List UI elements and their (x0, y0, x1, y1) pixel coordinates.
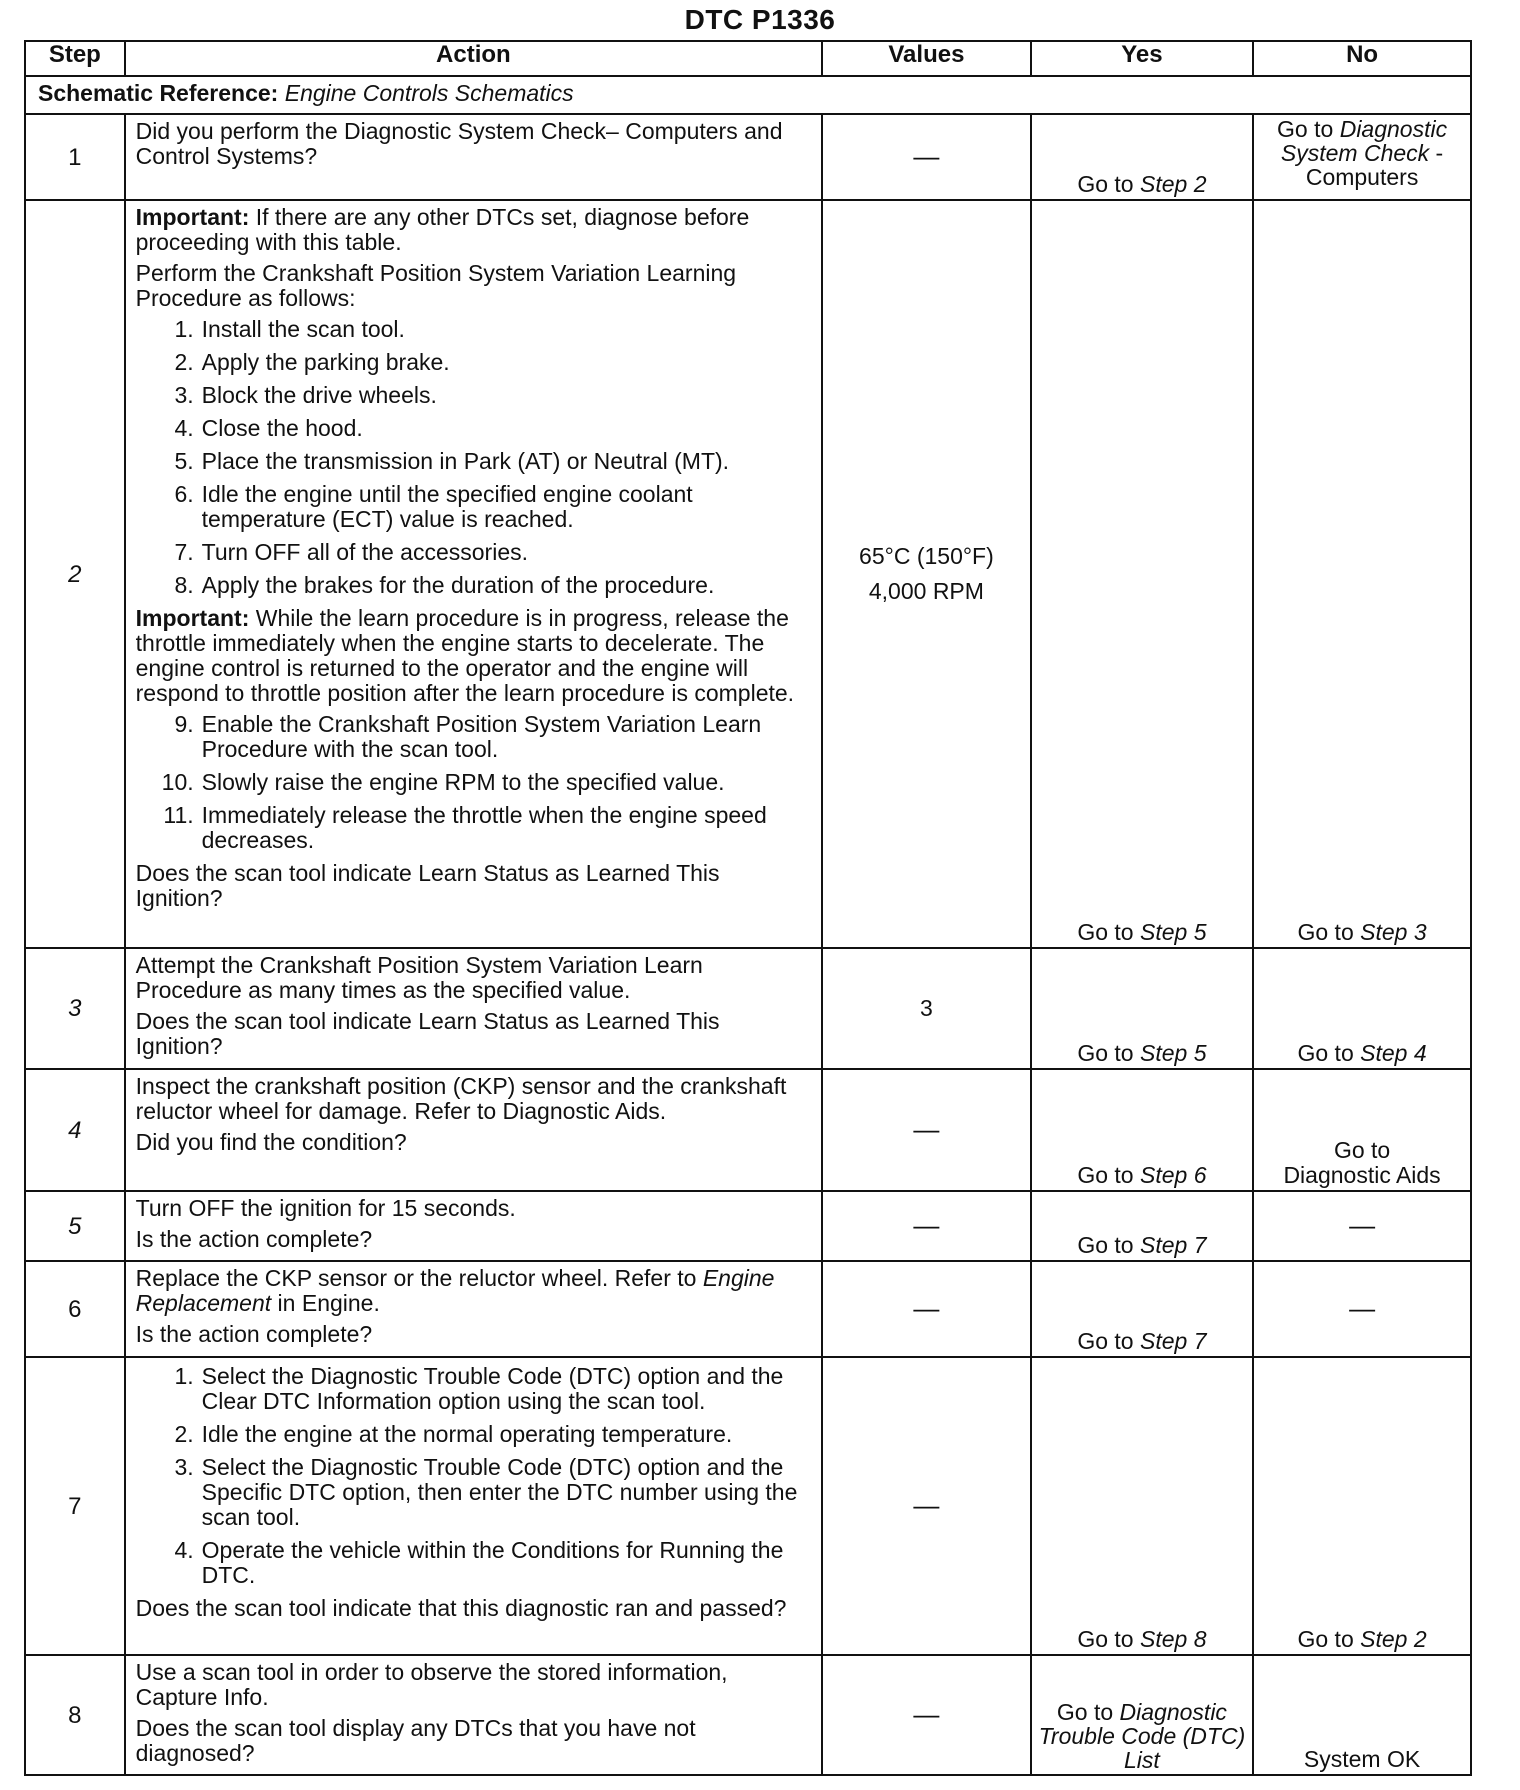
schematic-link[interactable]: Engine Controls Schematics (284, 80, 574, 106)
header-yes: Yes (1031, 41, 1253, 76)
no-prefix: Go to (1277, 116, 1340, 142)
list-item-number: 2. (174, 349, 194, 375)
list-item-number: 4. (174, 1537, 194, 1563)
list-item (136, 540, 812, 565)
yes-prefix: Go to (1077, 1040, 1140, 1066)
list-item-number: 2. (174, 1421, 194, 1447)
list-item-text: Install the scan tool. (201, 316, 405, 342)
action-cell (125, 948, 823, 1069)
header-no: No (1253, 41, 1471, 76)
important-note (136, 606, 812, 706)
no-cell (1253, 948, 1471, 1069)
values-cell (822, 1357, 1031, 1655)
values-cell (822, 200, 1031, 948)
yes-cell (1031, 1655, 1253, 1775)
list-item (136, 317, 812, 342)
list-item-text: Select the Diagnostic Trouble Code (DTC) option and the Clear DTC Information option using the scan tool. (201, 1363, 784, 1414)
schematic-label: Schematic Reference: (38, 80, 279, 106)
values-cell (822, 1261, 1031, 1357)
no-link[interactable]: Diagnostic System Check (1280, 116, 1448, 166)
action-cell (125, 1357, 823, 1655)
table-row (25, 200, 1471, 948)
list-item (136, 449, 812, 474)
yes-prefix: Go to (1077, 1328, 1140, 1354)
list-item-text: Slowly raise the engine RPM to the specified value. (201, 769, 725, 795)
page-title: DTC P1336 (684, 4, 836, 35)
list-item-number: 3. (174, 382, 194, 408)
question-text: Does the scan tool indicate Learn Status as Learned This Ignition? (135, 860, 720, 911)
list-item-number: 9. (174, 711, 194, 737)
action-link[interactable]: Engine Replacement (135, 1265, 775, 1316)
yes-prefix: Go to (1056, 1699, 1120, 1725)
action-cell (125, 1655, 823, 1775)
list-item-text: Enable the Crankshaft Position System Variation Learn Procedure with the scan tool. (201, 711, 762, 762)
yes-cell (1031, 1357, 1253, 1655)
action-cell (125, 200, 823, 948)
list-item-text: Idle the engine at the normal operating temperature. (201, 1421, 733, 1447)
yes-link[interactable]: Step 7 (1139, 1232, 1207, 1258)
step-number: 8 (25, 1655, 125, 1775)
list-item-text: Immediately release the throttle when the engine speed decreases. (201, 802, 767, 853)
list-item (136, 1538, 812, 1588)
list-item (136, 1455, 812, 1530)
list-item-number: 10. (161, 769, 194, 795)
action-text-pre: Replace the CKP sensor or the reluctor wheel. Refer to (135, 1265, 703, 1291)
action-text: Did you perform the Diagnostic System Check– Computers and Control Systems? (135, 118, 783, 169)
list-item (136, 573, 812, 598)
list-item (136, 482, 812, 532)
list-item-number: 3. (174, 1454, 194, 1480)
list-item-text: Place the transmission in Park (AT) or Neutral (MT). (201, 448, 730, 474)
list-item (136, 803, 812, 853)
no-cell (1253, 200, 1471, 948)
no-cell (1253, 1655, 1471, 1775)
list-item-number: 4. (174, 415, 194, 441)
procedure-list (136, 1364, 812, 1588)
value-dash: — (913, 1114, 940, 1144)
yes-cell (1031, 1191, 1253, 1261)
list-item-text: Turn OFF all of the accessories. (201, 539, 529, 565)
step-number: 2 (25, 200, 125, 948)
no-prefix: Go to (1297, 1626, 1361, 1652)
procedure-list (136, 317, 812, 598)
procedure-list (136, 712, 812, 853)
question-text: Does the scan tool indicate Learn Status as Learned This Ignition? (135, 1008, 720, 1059)
action-cell (125, 1069, 823, 1191)
list-item-number: 1. (174, 1363, 194, 1389)
step-number: 3 (25, 948, 125, 1069)
header-action: Action (125, 41, 823, 76)
no-link[interactable]: Diagnostic Aids (1283, 1162, 1441, 1188)
important-label: Important: (135, 605, 250, 631)
yes-cell (1031, 1069, 1253, 1191)
list-item-number: 8. (174, 572, 194, 598)
table-row (25, 1357, 1471, 1655)
yes-cell (1031, 200, 1253, 948)
step-number: 5 (25, 1191, 125, 1261)
yes-prefix: Go to (1077, 1232, 1140, 1258)
yes-prefix: Go to (1077, 1162, 1140, 1188)
value-rpm: 4,000 RPM (868, 578, 984, 604)
header-values: Values (822, 41, 1031, 76)
yes-prefix: Go to (1077, 1626, 1140, 1652)
value-dash: — (913, 1210, 940, 1240)
table-row (25, 1261, 1471, 1357)
schematic-row (25, 76, 1471, 114)
action-text: Turn OFF the ignition for 15 seconds. (135, 1195, 516, 1221)
table-row (25, 1655, 1471, 1775)
yes-link[interactable]: Step 5 (1139, 919, 1207, 945)
table-row (25, 948, 1471, 1069)
action-text: Use a scan tool in order to observe the stored information, Capture Info. (135, 1659, 728, 1710)
list-item (136, 770, 812, 795)
values-cell (822, 948, 1031, 1069)
list-item-text: Idle the engine until the specified engine coolant temperature (ECT) value is reached. (201, 481, 693, 532)
list-item-text: Select the Diagnostic Trouble Code (DTC) option and the Specific DTC option, then enter the DTC number using the scan tool. (201, 1454, 798, 1530)
no-prefix: Go to (1297, 919, 1361, 945)
list-item-text: Operate the vehicle within the Conditions for Running the DTC. (201, 1537, 784, 1588)
no-suffix: - Computers (1305, 140, 1444, 190)
list-item (136, 383, 812, 408)
step-number: 4 (25, 1069, 125, 1191)
no-link[interactable]: Step 3 (1360, 919, 1427, 945)
question-text: Is the action complete? (135, 1226, 373, 1252)
step-number: 1 (25, 114, 125, 200)
list-item-number: 7. (174, 539, 194, 565)
value-temperature: 65°C (150°F) (859, 543, 994, 569)
yes-cell (1031, 948, 1253, 1069)
yes-link[interactable]: Step 8 (1139, 1626, 1207, 1652)
list-item (136, 1364, 812, 1414)
no-prefix: Go to (1297, 1040, 1361, 1066)
yes-link[interactable]: Diagnostic Trouble Code (DTC) List (1038, 1699, 1246, 1773)
values-cell (822, 1655, 1031, 1775)
action-cell (125, 1261, 823, 1357)
list-item-text: Apply the parking brake. (201, 349, 450, 375)
list-item (136, 712, 812, 762)
question-text: Did you find the condition? (135, 1129, 407, 1155)
no-dash: — (1349, 1293, 1376, 1323)
list-item (136, 1422, 812, 1447)
list-item-text: Block the drive wheels. (201, 382, 437, 408)
question-text: Does the scan tool display any DTCs that you have not diagnosed? (135, 1715, 696, 1766)
value-dash: — (913, 141, 940, 171)
action-text (136, 1266, 812, 1316)
value-dash: — (913, 1699, 940, 1729)
no-cell (1253, 114, 1471, 200)
values-cell (822, 1191, 1031, 1261)
no-cell (1253, 1191, 1471, 1261)
no-cell (1253, 1261, 1471, 1357)
yes-link[interactable]: Step 5 (1139, 1040, 1207, 1066)
yes-cell (1031, 1261, 1253, 1357)
no-link[interactable]: Step 2 (1360, 1626, 1427, 1652)
list-item (136, 350, 812, 375)
list-item-number: 6. (174, 481, 194, 507)
yes-prefix: Go to (1077, 171, 1140, 197)
no-dash: — (1349, 1210, 1376, 1240)
value-dash: — (913, 1490, 940, 1520)
values-cell (822, 114, 1031, 200)
value-text: 3 (920, 995, 933, 1021)
no-link[interactable]: Step 4 (1360, 1040, 1427, 1066)
procedure-intro: Perform the Crankshaft Position System Variation Learning Procedure as follows: (135, 260, 737, 311)
question-text: Is the action complete? (135, 1321, 373, 1347)
list-item-number: 5. (174, 448, 194, 474)
list-item-number: 11. (163, 802, 194, 828)
important-text: If there are any other DTCs set, diagnose before proceeding with this table. (135, 204, 750, 255)
step-number: 7 (25, 1357, 125, 1655)
important-text: While the learn procedure is in progress, release the throttle immediately when the engine starts to decelerate. The engine control is returned to the operator and the engine will respond to throttle position after the learn procedure is complete. (135, 605, 795, 706)
list-item-text: Close the hood. (201, 415, 363, 441)
list-item (136, 416, 812, 441)
action-text: Attempt the Crankshaft Position System Variation Learn Procedure as many times as the specified value. (135, 952, 703, 1003)
list-item-text: Apply the brakes for the duration of the procedure. (201, 572, 715, 598)
yes-link[interactable]: Step 6 (1139, 1162, 1207, 1188)
header-step: Step (25, 41, 125, 76)
yes-link[interactable]: Step 7 (1139, 1328, 1207, 1354)
no-cell (1253, 1357, 1471, 1655)
table-row (25, 1191, 1471, 1261)
header-row (25, 41, 1471, 76)
important-note (136, 205, 812, 255)
action-text: Inspect the crankshaft position (CKP) sensor and the crankshaft reluctor wheel for damage. Refer to Diagnostic Aids. (135, 1073, 787, 1124)
yes-link[interactable]: Step 2 (1139, 171, 1207, 197)
schematic-reference (25, 76, 1471, 114)
action-cell (125, 114, 823, 200)
step-number: 6 (25, 1261, 125, 1357)
important-label: Important: (135, 204, 250, 230)
action-cell (125, 1191, 823, 1261)
table-row (25, 1069, 1471, 1191)
no-result: System OK (1303, 1746, 1421, 1772)
yes-cell (1031, 114, 1253, 200)
diagnostic-table (24, 40, 1472, 1776)
values-cell (822, 1069, 1031, 1191)
value-dash: — (913, 1293, 940, 1323)
table-row (25, 114, 1471, 200)
yes-prefix: Go to (1077, 919, 1140, 945)
list-item-number: 1. (174, 316, 194, 342)
question-text: Does the scan tool indicate that this diagnostic ran and passed? (135, 1595, 787, 1621)
no-line1: Go to (1333, 1137, 1391, 1163)
no-cell (1253, 1069, 1471, 1191)
action-text-post: in Engine. (271, 1290, 380, 1316)
